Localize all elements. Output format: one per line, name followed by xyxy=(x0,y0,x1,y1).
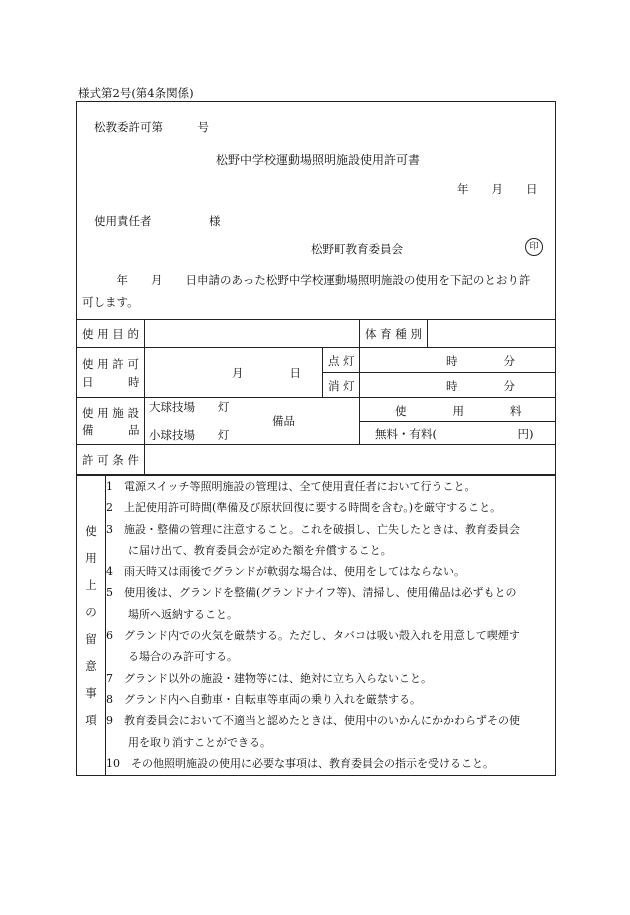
purpose-label: 使 用 目 的 xyxy=(82,327,139,341)
divider xyxy=(359,421,556,422)
note-line: 3 施設・整備の管理に注意すること。これを破損し、亡失したときは、教育委員会 xyxy=(106,522,520,536)
divider xyxy=(359,347,360,444)
divider xyxy=(76,347,556,348)
notes-heading-char: 使 xyxy=(85,524,97,538)
permit-number: 松教委許可第 号 xyxy=(94,120,209,134)
notes-heading xyxy=(77,476,105,776)
lights-off-time: 時 分 xyxy=(446,379,515,393)
lights-on-label: 点 灯 xyxy=(328,354,355,368)
fee-value: 無料・有料( 円) xyxy=(375,427,534,441)
note-line: 4 雨天時又は雨後でグランドが軟弱な場合は、使用をしてはならない。 xyxy=(106,565,465,579)
note-line: 10 その他照明施設の使用に必要な事項は、教育委員会の指示を受けること。 xyxy=(106,756,494,770)
note-line: 場所へ返納すること。 xyxy=(106,607,238,621)
document-title: 松野中学校運動場照明施設使用許可書 xyxy=(216,153,421,167)
note-line: 1 電源スイッチ等照明施設の管理は、全て使用責任者において行うこと。 xyxy=(106,480,476,493)
note-line: に届け出て、教育委員会が定めた額を弁償すること。 xyxy=(106,543,392,557)
month-day: 月 日 xyxy=(232,366,301,380)
note-line: 7 グランド以外の施設・建物等には、絶対に立ち入らないこと。 xyxy=(106,671,432,685)
divider xyxy=(144,319,145,474)
body-text-line-2: 可します。 xyxy=(82,295,139,309)
equipment-label-2: 備 品 xyxy=(82,423,140,437)
notes-heading-char: の xyxy=(85,605,97,619)
note-line: 6 グランド内での火気を厳禁する。ただし、タバコは吸い殻入れを用意して喫煙す xyxy=(106,629,520,643)
equipment-label-1: 使 用 施 設 xyxy=(82,406,139,420)
note-line: 5 使用後は、グランドを整備(グランドナイフ等)、清掃し、使用備品は必ずもとの xyxy=(106,586,517,600)
divider xyxy=(322,372,556,373)
notes-heading-char: 事 xyxy=(85,686,97,700)
divider xyxy=(359,319,360,347)
issuer-name: 松野町教育委員会 xyxy=(311,242,403,256)
notes-heading-char: 留 xyxy=(85,632,97,646)
fee-label: 使 用 料 xyxy=(395,404,522,418)
sport-type-label: 体 育 種 別 xyxy=(365,327,422,341)
note-line: 9 教育委員会において不適当と認めたときは、使用中のいかんにかかわらずその使 xyxy=(106,714,520,728)
form-label: 様式第2号(第4条関係) xyxy=(78,86,194,100)
seal-stamp: 印 xyxy=(525,238,543,256)
large-field-lights: 大球技場 灯 xyxy=(149,400,230,414)
note-line: 8 グランド内へ自動車・自転車等車両の乗り入れを厳禁する。 xyxy=(106,692,421,706)
notes-heading-char: 上 xyxy=(85,578,97,592)
permit-datetime-label-1: 使 用 許 可 xyxy=(82,357,139,371)
divider xyxy=(76,319,556,320)
divider xyxy=(322,347,323,397)
notes-heading-char: 項 xyxy=(85,713,97,727)
issue-date: 年 月 日 xyxy=(457,182,538,196)
divider xyxy=(427,319,428,347)
body-text-line-1: 年 月 日申請のあった松野中学校運動場照明施設の使用を下記のとおり許 xyxy=(82,273,531,287)
permit-datetime-label-2: 日 時 xyxy=(82,375,140,389)
notes-heading-char: 意 xyxy=(85,659,97,673)
lights-on-time: 時 分 xyxy=(446,354,515,368)
note-line: る場合のみ許可する。 xyxy=(106,650,238,664)
note-line: 2 上記使用許可時間(準備及び原状回復に要する時間を含む。)を厳守すること。 xyxy=(106,501,502,515)
user-responsible: 使用責任者 様 xyxy=(94,214,221,228)
divider xyxy=(76,444,556,445)
lights-off-label: 消 灯 xyxy=(328,379,355,393)
fixtures: 備品 xyxy=(272,414,295,428)
note-line: 用を取り消すことができる。 xyxy=(106,735,271,749)
small-field-lights: 小球技場 灯 xyxy=(149,428,230,442)
conditions-label: 許 可 条 件 xyxy=(82,453,139,467)
notes-heading-char: 用 xyxy=(85,551,97,565)
usage-notes-list xyxy=(106,476,556,774)
divider xyxy=(76,397,556,398)
